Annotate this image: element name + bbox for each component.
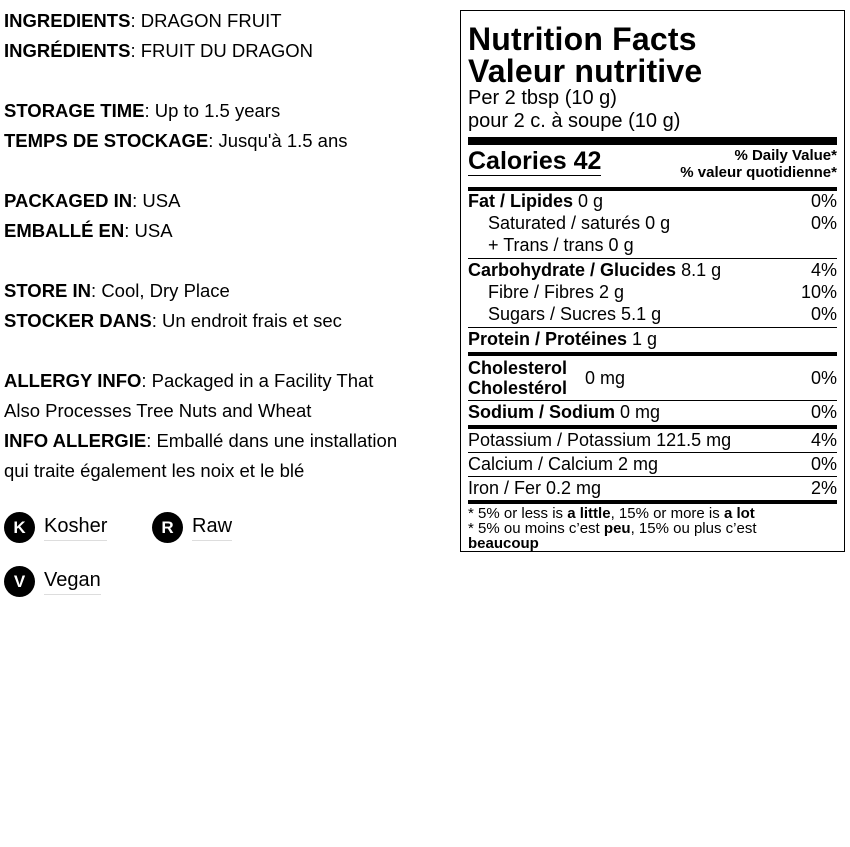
calcium-amount: Calcium / Calcium 2 mg xyxy=(468,454,659,474)
daily-value-header xyxy=(680,147,837,181)
allergy-en-value: : Packaged in a Facility That xyxy=(141,370,374,391)
ingredients-fr-label: INGRÉDIENTS xyxy=(4,40,131,61)
store-fr-label: STOCKER DANS xyxy=(4,310,152,331)
storage-fr xyxy=(4,126,456,156)
allergy-en-label: ALLERGY INFO xyxy=(4,370,142,391)
carb-label: Carbohydrate / Glucides xyxy=(468,260,677,280)
store-en-label: STORE IN xyxy=(4,280,92,301)
product-info xyxy=(4,6,456,486)
badge-raw xyxy=(152,512,232,543)
ingredients-en xyxy=(4,6,456,36)
cholesterol-amount: 0 mg xyxy=(585,367,626,388)
saturated-row xyxy=(468,212,837,234)
sugars-amount: Sugars / Sucres 5.1 g xyxy=(488,304,662,324)
sugars-dv: 0% xyxy=(810,304,837,324)
footnote-fr-text2: , 15% ou plus c’est xyxy=(630,520,757,537)
saturated-amount: Saturated / saturés 0 g xyxy=(488,213,671,233)
cholesterol-label-en: Cholesterol xyxy=(468,358,568,378)
fibre-dv: 10% xyxy=(800,282,837,302)
sodium-row xyxy=(468,401,837,423)
badge-vegan xyxy=(4,566,101,597)
protein-amount: 1 g xyxy=(627,329,658,349)
trans-amount: + Trans / trans 0 g xyxy=(488,235,634,255)
cholesterol-dv: 0% xyxy=(810,367,837,388)
allergy-en-cont: Also Processes Tree Nuts and Wheat xyxy=(4,400,312,421)
store-en xyxy=(4,276,456,306)
serving-fr: pour 2 c. à soupe (10 g) xyxy=(468,110,681,132)
potassium-dv: 4% xyxy=(810,430,837,450)
protein-label: Protein / Protéines xyxy=(468,329,628,349)
serving-en: Per 2 tbsp (10 g) xyxy=(468,87,617,109)
footnote-fr-cont xyxy=(468,536,837,551)
cholesterol-label-fr: Cholestérol xyxy=(468,378,568,398)
fat-amount: 0 g xyxy=(573,191,604,211)
raw-icon: R xyxy=(152,512,183,543)
potassium-row xyxy=(468,429,837,451)
calories-row xyxy=(468,145,837,187)
sugars-row xyxy=(468,303,837,325)
divider-thick xyxy=(468,137,837,145)
store-fr xyxy=(4,306,456,336)
allergy-fr-cont: qui traite également les noix et le blé xyxy=(4,460,305,481)
ingredients-en-label: INGREDIENTS xyxy=(4,10,131,31)
badge-raw-label: Raw xyxy=(192,515,232,541)
calcium-dv: 0% xyxy=(810,454,837,474)
sodium-amount: 0 mg xyxy=(615,402,661,422)
allergy-en xyxy=(4,366,456,396)
badge-kosher-label: Kosher xyxy=(44,515,107,541)
dv-header-en: % Daily Value* xyxy=(734,147,837,164)
storage-en-value: : Up to 1.5 years xyxy=(144,100,281,121)
footnote-fr-peu: peu xyxy=(603,520,631,537)
nutrition-title-fr: Valeur nutritive xyxy=(468,53,703,89)
packaged-en-label: PACKAGED IN xyxy=(4,190,133,211)
nutrition-facts-table xyxy=(460,10,845,552)
dv-header-fr: % valeur quotidienne* xyxy=(680,164,837,181)
nutrition-title-en: Nutrition Facts xyxy=(468,21,697,57)
allergy-fr-value: : Emballé dans une installation xyxy=(146,430,398,451)
vegan-icon: V xyxy=(4,566,35,597)
footnote-en xyxy=(468,506,837,521)
storage-en-label: STORAGE TIME xyxy=(4,100,145,121)
packaged-fr-value: : USA xyxy=(124,220,173,241)
footnote-fr-beaucoup: beaucoup xyxy=(468,535,539,552)
allergy-fr-label: INFO ALLERGIE xyxy=(4,430,147,451)
iron-amount: Iron / Fer 0.2 mg xyxy=(468,478,602,498)
footnote-en-text: * 5% or less is xyxy=(468,505,568,522)
storage-fr-value: : Jusqu'à 1.5 ans xyxy=(208,130,348,151)
cholesterol-label xyxy=(468,358,567,398)
iron-dv: 2% xyxy=(810,478,837,498)
packaged-fr xyxy=(4,216,456,246)
saturated-dv: 0% xyxy=(810,213,837,233)
footnote-en-text2: , 15% or more is xyxy=(610,505,724,522)
packaged-en-value: : USA xyxy=(132,190,181,211)
badge-kosher xyxy=(4,512,107,543)
cholesterol-row xyxy=(468,356,837,400)
ingredients-fr-value: : FRUIT DU DRAGON xyxy=(130,40,314,61)
carb-amount: 8.1 g xyxy=(676,260,722,280)
iron-row xyxy=(468,477,837,499)
badge-vegan-label: Vegan xyxy=(44,569,101,595)
footnote xyxy=(468,504,837,551)
kosher-icon: K xyxy=(4,512,35,543)
calories: Calories 42 xyxy=(468,147,602,175)
calcium-row xyxy=(468,453,837,475)
fat-label: Fat / Lipides xyxy=(468,191,574,211)
fat-dv: 0% xyxy=(810,191,837,211)
carb-row xyxy=(468,259,837,281)
ingredients-fr xyxy=(4,36,456,66)
footnote-fr-text: * 5% ou moins c’est xyxy=(468,520,604,537)
fat-row xyxy=(468,191,837,212)
sodium-label: Sodium / Sodium xyxy=(468,402,615,422)
protein-row xyxy=(468,328,837,350)
packaged-en xyxy=(4,186,456,216)
sodium-dv: 0% xyxy=(810,402,837,422)
storage-fr-label: TEMPS DE STOCKAGE xyxy=(4,130,209,151)
potassium-amount: Potassium / Potassium 121.5 mg xyxy=(468,430,732,450)
store-en-value: : Cool, Dry Place xyxy=(91,280,230,301)
footnote-en-little: a little xyxy=(567,505,611,522)
allergy-fr xyxy=(4,426,456,456)
ingredients-en-value: : DRAGON FRUIT xyxy=(130,10,282,31)
store-fr-value: : Un endroit frais et sec xyxy=(151,310,342,331)
packaged-fr-label: EMBALLÉ EN xyxy=(4,220,125,241)
storage-en xyxy=(4,96,456,126)
fibre-row xyxy=(468,281,837,303)
diet-badges xyxy=(4,512,304,622)
fibre-amount: Fibre / Fibres 2 g xyxy=(488,282,625,302)
footnote-en-lot: a lot xyxy=(723,505,755,522)
carb-dv: 4% xyxy=(810,260,837,280)
footnote-fr xyxy=(468,521,837,536)
trans-row xyxy=(468,234,837,256)
